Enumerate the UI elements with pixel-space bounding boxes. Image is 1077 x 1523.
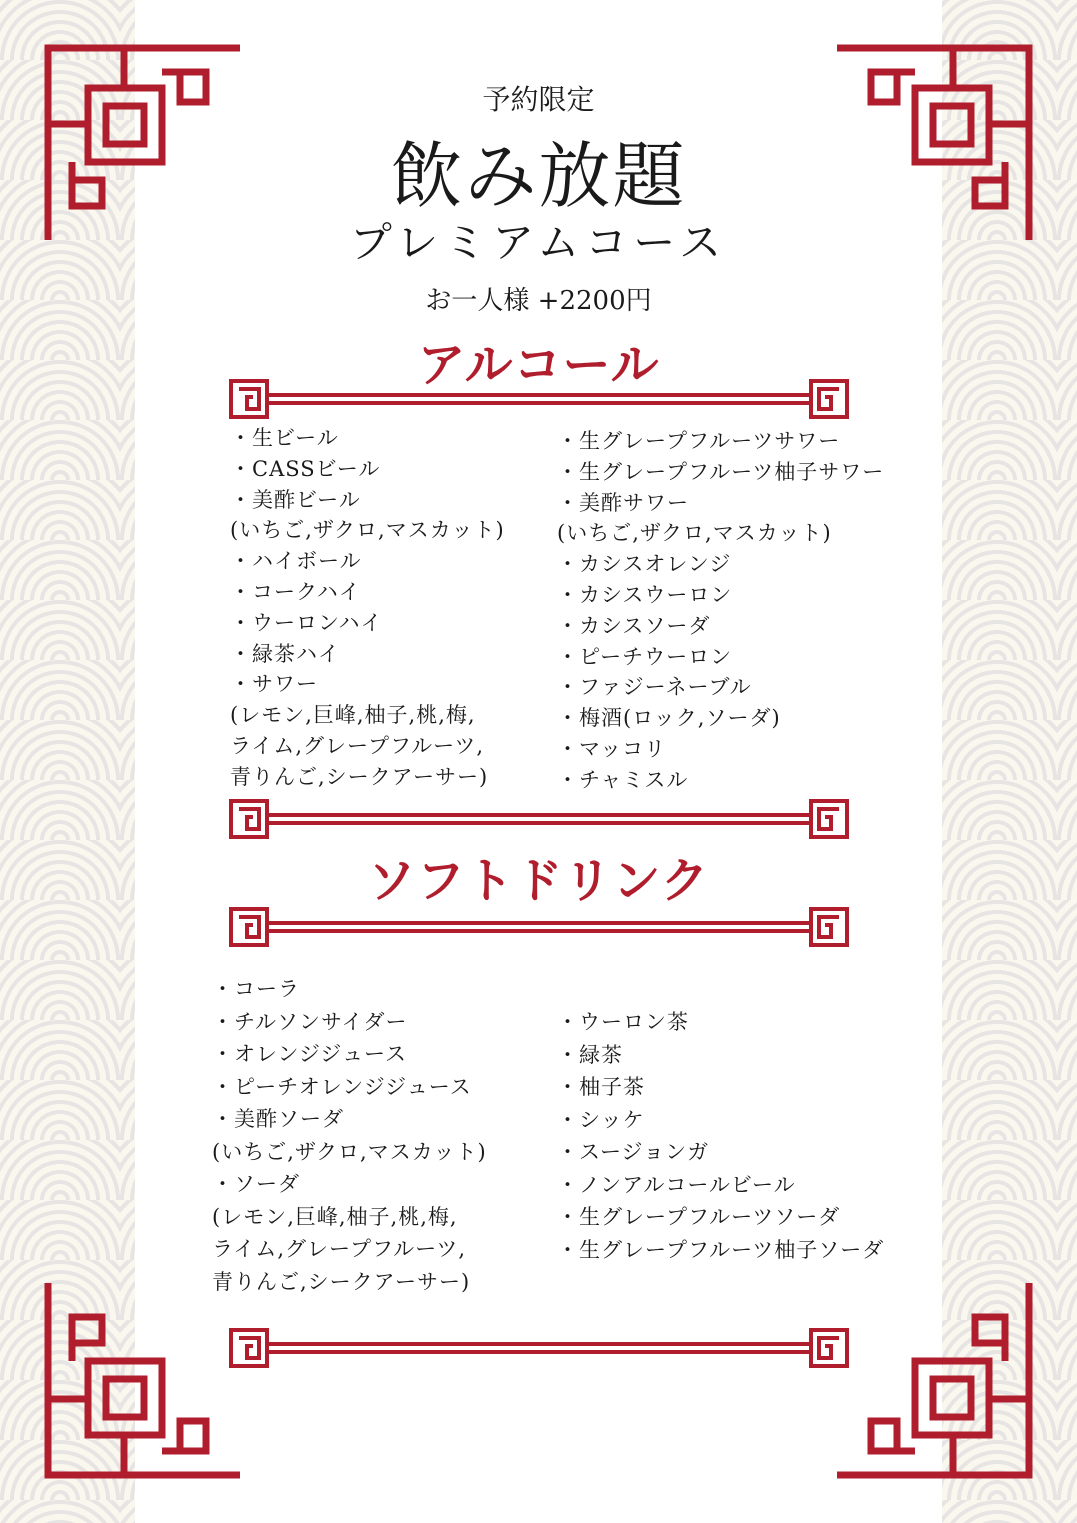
list-item: ・ハイボール [230, 549, 362, 574]
list-item: (レモン,巨峰,柚子,桃,梅, [230, 703, 476, 728]
price-label: お一人様 +2200円 [425, 286, 652, 316]
list-item: ・生グレープフルーツ柚子ソーダ [557, 1237, 885, 1262]
list-item: 青りんご,シークアーサー) [212, 1269, 471, 1294]
list-item: ・生グレープフルーツソーダ [557, 1205, 841, 1229]
list-item: ・オレンジジュース [212, 1042, 407, 1066]
divider-ornament [228, 906, 850, 952]
list-item: ・柚子茶 [557, 1075, 645, 1099]
list-item: (レモン,巨峰,柚子,桃,梅, [212, 1204, 458, 1229]
soft-drink-list-right [557, 1006, 884, 1266]
list-item: ・美酢ソーダ [212, 1107, 344, 1131]
list-item: ・サワー [230, 672, 318, 697]
list-item: ・梅酒(ロック,ソーダ) [557, 706, 781, 731]
list-item: (いちご,ザクロ,マスカット) [230, 518, 505, 543]
list-item: ・緑茶 [557, 1042, 623, 1067]
list-item: ・ファジーネーブル [557, 675, 752, 700]
list-item: ・チャミスル [557, 767, 689, 792]
list-item: ・生ビール [230, 426, 339, 450]
list-item: ・カシスソーダ [557, 613, 711, 638]
list-item: 青りんご,シークアーサー) [230, 764, 489, 789]
list-item: ・緑茶ハイ [230, 641, 340, 666]
list-item: ・ウーロン茶 [557, 1010, 689, 1034]
list-item: ・生グレープフルーツサワー [557, 429, 841, 453]
course-name: プレミアムコース [349, 218, 728, 267]
list-item: (いちご,ザクロ,マスカット) [557, 521, 832, 546]
list-item: ・コーラ [212, 977, 300, 1001]
list-item: ・カシスウーロン [557, 582, 733, 607]
list-item: ・生グレープフルーツ柚子サワー [557, 459, 885, 484]
alcohol-list-left [230, 423, 505, 793]
list-item: ・美酢サワー [557, 490, 689, 515]
list-item: ・ノンアルコールビール [557, 1172, 796, 1197]
list-item: ・コークハイ [230, 579, 361, 604]
list-item: (いちご,ザクロ,マスカット) [212, 1139, 487, 1164]
list-item: ・マッコリ [557, 736, 667, 761]
list-item: ・カシスオレンジ [557, 552, 732, 577]
soft-drink-heading: ソフトドリンク [367, 853, 710, 909]
list-item: ・チルソンサイダー [212, 1009, 408, 1034]
list-item: ・ウーロンハイ [230, 610, 383, 635]
page-title: 飲み放題 [390, 134, 687, 218]
divider-ornament [228, 798, 850, 844]
divider-ornament [228, 378, 850, 424]
list-item: ライム,グレープフルーツ, [230, 733, 484, 758]
divider-ornament [228, 1327, 850, 1373]
list-item: ・CASSビール [230, 456, 381, 481]
corner-ornament-bottom-right [833, 1279, 1033, 1479]
list-item: ・美酢ビール [230, 487, 361, 512]
soft-drink-list-left [212, 973, 487, 1298]
alcohol-list-right [557, 426, 884, 796]
list-item: ・シッケ [557, 1107, 645, 1132]
list-item: ライム,グレープフルーツ, [212, 1237, 466, 1261]
list-item: ・ピーチオレンジジュース [212, 1074, 472, 1099]
reserve-only-label: 予約限定 [482, 83, 595, 116]
list-item: ・ソーダ [212, 1172, 300, 1196]
list-item: ・スージョンガ [557, 1140, 710, 1164]
alcohol-heading: アルコール [417, 337, 660, 393]
list-item: ・ピーチウーロン [557, 644, 733, 669]
corner-ornament-bottom-left [44, 1279, 244, 1479]
